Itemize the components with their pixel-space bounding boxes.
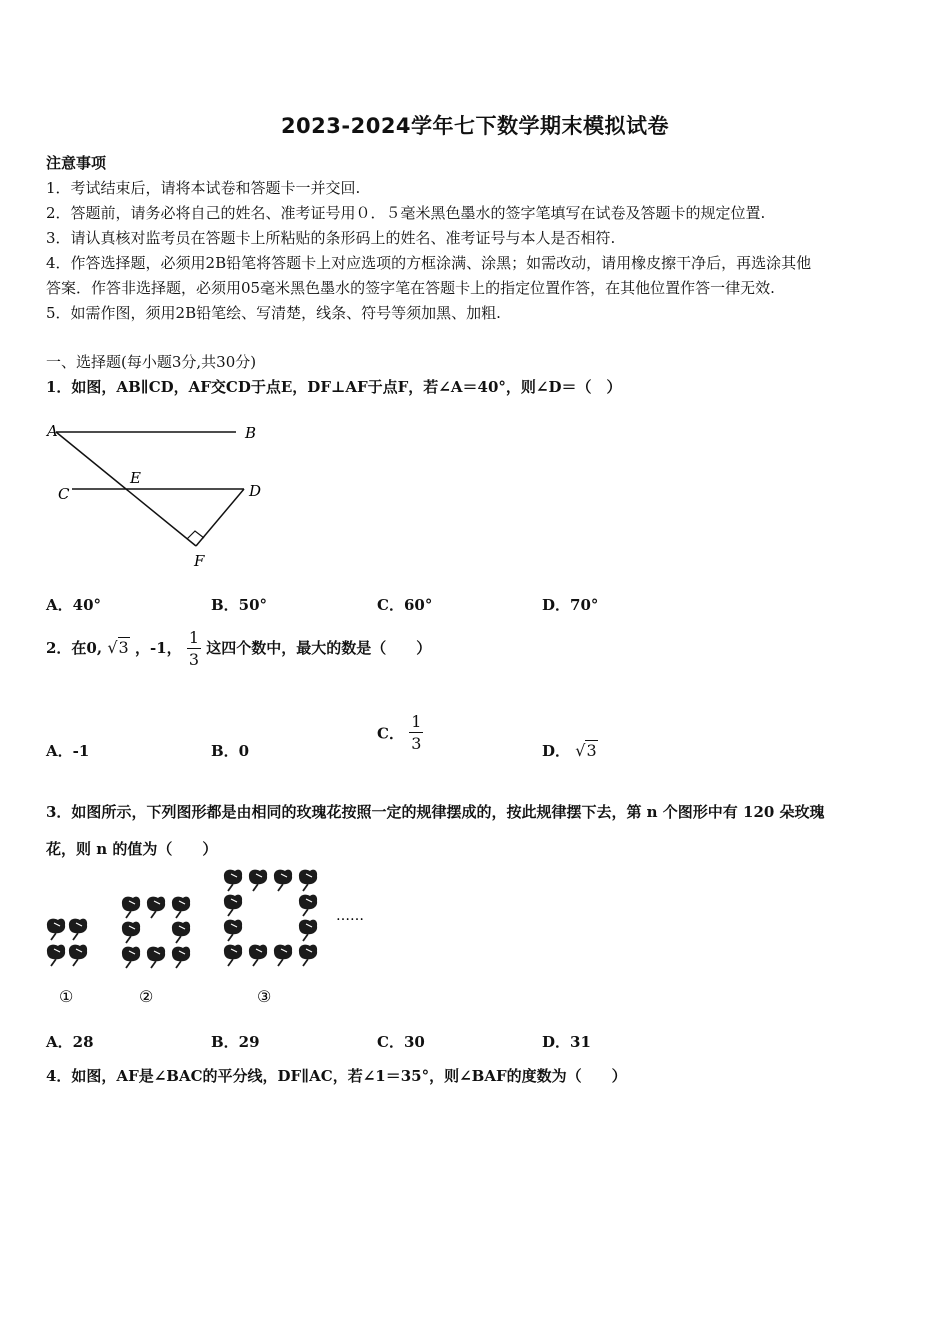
q2-mid: ，-1， bbox=[134, 639, 182, 657]
q2-prefix: 2．在0, bbox=[46, 639, 103, 657]
page-title: 2023-2024学年七下数学期末模拟试卷 bbox=[280, 114, 670, 138]
notice-item-4: 4．作答选择题，必须用2B铅笔将答题卡上对应选项的方框涂满、涂黑；如需改动，请用橡皮擦干净后，再选涂其他 bbox=[46, 254, 812, 272]
q2-sqrt-radicand: 3 bbox=[118, 638, 129, 657]
q2-suffix: 这四个数中，最大的数是（ ） bbox=[206, 639, 432, 657]
q2-option-c-fraction bbox=[409, 714, 423, 752]
q2-option-d-sqrt: √3 bbox=[575, 741, 597, 760]
q2-option-c-label: C． bbox=[377, 724, 404, 743]
q2-frac-num: 1 bbox=[188, 628, 200, 647]
q3-option-b[interactable]: B．29 bbox=[211, 1033, 260, 1051]
q2-text bbox=[46, 630, 431, 668]
figure-2 bbox=[122, 897, 190, 968]
q3-figure bbox=[40, 862, 390, 1012]
q2-fraction bbox=[187, 630, 201, 668]
q2-option-a[interactable]: A．-1 bbox=[46, 742, 90, 760]
q1-option-c[interactable]: C．60° bbox=[377, 596, 433, 614]
q2-option-d-label: D． bbox=[542, 742, 571, 760]
label-c: C bbox=[58, 485, 70, 503]
right-angle-mark bbox=[187, 531, 204, 539]
q2-option-c[interactable] bbox=[377, 714, 423, 752]
label-e: E bbox=[130, 469, 141, 487]
notice-item-5: 5．如需作图，须用2B铅笔绘、写清楚，线条、符号等须加黑、加粗. bbox=[46, 304, 501, 322]
notice-item-2: 2．答题前，请务必将自己的姓名、准考证号用０．５毫米黑色墨水的签字笔填写在试卷及答题卡的规定位置. bbox=[46, 204, 766, 222]
figure-label-2: ② bbox=[139, 987, 154, 1006]
q1-option-d[interactable]: D．70° bbox=[542, 596, 599, 614]
q3-option-a[interactable]: A．28 bbox=[46, 1033, 94, 1051]
figure-label-1: ① bbox=[59, 987, 74, 1006]
notice-heading: 注意事项 bbox=[46, 154, 107, 172]
q3-text-line2: 花，则 n 的值为（ ） bbox=[46, 840, 218, 858]
label-d: D bbox=[249, 482, 262, 500]
label-a: A bbox=[47, 422, 58, 440]
notice-item-4-cont: 答案．作答非选择题，必须用05毫米黑色墨水的签字笔在答题卡上的指定位置作答，在其他位置作答一律无效. bbox=[46, 279, 775, 297]
q1-option-b[interactable]: B．50° bbox=[211, 596, 268, 614]
q1-option-a[interactable]: A．40° bbox=[46, 596, 102, 614]
section-heading: 一、选择题(每小题3分,共30分) bbox=[46, 353, 257, 371]
q2-option-d[interactable] bbox=[542, 740, 598, 761]
q4-text: 4．如图，AF是∠BAC的平分线，DF∥AC，若∠1＝35°，则∠BAF的度数为（ ） bbox=[46, 1067, 627, 1085]
q2-option-d-radicand: 3 bbox=[586, 741, 597, 760]
q2-option-b[interactable]: B．0 bbox=[211, 742, 250, 760]
notice-item-1: 1．考试结束后，请将本试卷和答题卡一并交回. bbox=[46, 179, 361, 197]
q2-sqrt: √3 bbox=[107, 638, 129, 657]
figure-1 bbox=[47, 919, 87, 966]
figure-label-3: ③ bbox=[257, 987, 272, 1006]
notice-item-3: 3．请认真核对监考员在答题卡上所粘贴的条形码上的姓名、准考证号与本人是否相符. bbox=[46, 229, 616, 247]
label-b: B bbox=[245, 424, 257, 442]
q3-option-d[interactable]: D．31 bbox=[542, 1033, 591, 1051]
figure-3 bbox=[224, 870, 317, 966]
q3-option-c[interactable]: C．30 bbox=[377, 1033, 425, 1051]
q3-text-line1: 3．如图所示，下列图形都是由相同的玫瑰花按照一定的规律摆成的，按此规律摆下去，第 n 个图形中有 120 朵玫瑰 bbox=[46, 803, 825, 821]
q2-frac-den: 3 bbox=[188, 650, 200, 669]
q1-figure bbox=[44, 418, 274, 573]
q2-option-c-num: 1 bbox=[411, 712, 422, 731]
ellipsis: …… bbox=[336, 908, 364, 924]
q1-text: 1．如图，AB∥CD，AF交CD于点E，DF⊥AF于点F，若∠A＝40°，则∠D＝（ ） bbox=[46, 378, 622, 396]
label-f: F bbox=[194, 552, 205, 570]
q2-option-c-den: 3 bbox=[411, 734, 422, 753]
